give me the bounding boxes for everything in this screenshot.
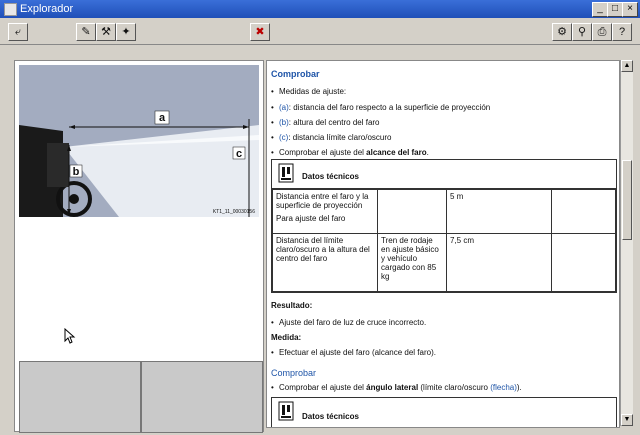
title-bar (0, 0, 640, 18)
list-item: • Medidas de ajuste: (271, 87, 347, 96)
tech-data-icon (278, 163, 294, 183)
content-panel (266, 60, 620, 428)
table-row: Distancia del límite claro/oscuro a la altura del centro del faro Tren de rodaje en ajuste básico y vehículo cargado con 85 kg 7,5 cm (273, 234, 616, 292)
scroll-thumb[interactable] (622, 160, 632, 240)
label-a: a (158, 112, 166, 124)
tech-data-box-2 (271, 397, 617, 428)
minimize-button[interactable]: _ (592, 2, 608, 17)
app-icon (4, 3, 17, 16)
list-item: • (c): distancia límite claro/oscuro (271, 133, 392, 142)
flecha-link[interactable]: (flecha) (490, 383, 517, 392)
image-panel (14, 60, 264, 432)
section-title-comprobar-2: Comprobar (271, 368, 317, 378)
list-item: • Comprobar el ajuste del alcance del faro. (271, 148, 429, 157)
scroll-up-icon[interactable]: ▲ (621, 60, 633, 72)
list-item: • Ajuste del faro de luz de cruce incorrecto. (271, 318, 427, 327)
stop-icon[interactable]: ✖ (250, 23, 270, 41)
list-item: • (b): altura del centro del faro (271, 118, 380, 127)
headlight-diagram (19, 65, 259, 217)
section-title-comprobar: Comprobar (271, 69, 320, 79)
tools-icon[interactable]: ⚙ (552, 23, 572, 41)
thumbnail-1[interactable] (19, 361, 141, 433)
label-c: c (235, 148, 243, 160)
toolbar (0, 20, 640, 45)
mouse-cursor-icon (64, 328, 76, 344)
list-item: • Comprobar el ajuste del ángulo lateral (límite claro/oscuro (flecha)). (271, 383, 522, 392)
list-item: • Efectuar el ajuste del faro (alcance del faro). (271, 348, 436, 357)
wrench-icon[interactable]: ✎ (76, 23, 96, 41)
resultado-label: Resultado: (271, 301, 313, 310)
table-row: Distancia entre el faro y la superficie de proyección Para ajuste del faro 5 m (273, 190, 616, 234)
window-title: Explorador (20, 3, 74, 15)
vertical-scrollbar[interactable] (620, 60, 633, 426)
binoculars-icon[interactable]: ⚲ (572, 23, 592, 41)
back-icon[interactable]: ⤶ (8, 23, 28, 41)
diagram-code: KT1_11_00030156 (212, 209, 255, 215)
help-icon[interactable]: ? (612, 23, 632, 41)
scroll-down-icon[interactable]: ▼ (621, 414, 633, 426)
tech-data-box (271, 159, 617, 293)
maximize-button[interactable]: □ (607, 2, 623, 17)
close-button[interactable]: × (622, 2, 638, 17)
tech-data-table (272, 189, 616, 292)
gear-icon[interactable]: ✦ (116, 23, 136, 41)
medida-label: Medida: (271, 333, 302, 342)
tech-data-title: Datos técnicos (302, 172, 359, 181)
list-item: • (a): distancia del faro respecto a la superficie de proyección (271, 103, 491, 112)
label-b: b (72, 166, 80, 178)
tech-data-icon (278, 401, 294, 421)
tech-data-title-2: Datos técnicos (302, 412, 359, 421)
thumbnail-2[interactable] (141, 361, 263, 433)
print-icon[interactable]: ⎙ (592, 23, 612, 41)
tool-icon[interactable]: ⚒ (96, 23, 116, 41)
